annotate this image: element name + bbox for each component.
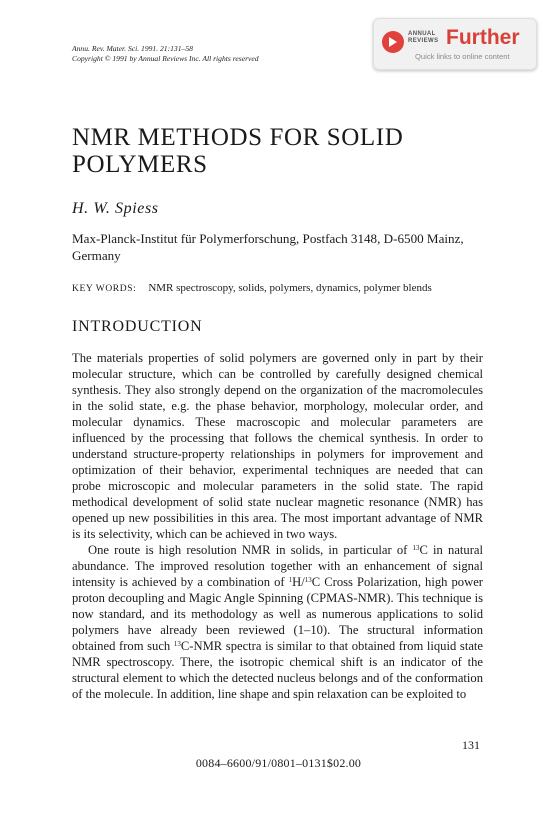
article-author: H. W. Spiess [72,200,159,217]
banner-subtitle: Quick links to online content [415,52,510,61]
paragraph-1: The materials properties of solid polymers are governed only in part by their molecular structure, which can be controlled by carefully designed chemical synthesis. They also strongly depend on the organization of the macromolecules in the solid state, e.g. the phase behavior, morphology, molecular order, and molecular dynamics. These macroscopic and molecular parameters are influenced by the processing that follows the chemical synthesis. In order to understand structure-property relationships in polymers for improvement and optimization of their behavior, experimental techniques are needed that can probe microscopic and molecular parameters in the solid state. The rapid methodical development of solid state nuclear magnetic resonance (NMR) has opened up new possibilities in this area. The most important advantage of NMR is its selectivity, which can be achieved in two ways. [72,351,483,541]
p2-text-e: C-NMR spectra is similar to that obtained from liquid state NMR spectroscopy. There, the isotropic chemical shift is an indicator of the structural element to which the detected nucleus belongs and of the conformation of the molecule. In addition, line shape and spin relaxation can be exploited to [72,639,484,701]
further-reviews-banner[interactable] [373,18,537,70]
author-affiliation: Max-Planck-Institut für Polymerforschung, Postfach 3148, D-6500 Mainz, Germany [72,231,464,263]
annual-reviews-logo-text [408,31,438,45]
p2-text-c: H/ [292,575,305,589]
section-heading: INTRODUCTION [72,318,203,335]
keywords-line [72,282,492,294]
p2-text-b: C in natural abundance. The improved resolution together with an enhancement of signal intensity is achieved by a combination of [72,543,483,589]
keywords-list: NMR spectroscopy, solids, polymers, dynamics, polymer blends [148,282,432,294]
reviews-label: REVIEWS [408,38,439,44]
keywords-label: KEY WORDS: [72,284,137,294]
annual-label: ANNUAL [408,31,436,37]
article-title: NMR METHODS FOR SOLID POLYMERS [72,124,404,178]
copyright-notice: Copyright © 1991 by Annual Reviews Inc. All rights reserved [72,54,259,63]
header-meta [72,44,259,64]
superscript-1: 1 [288,576,293,584]
p2-text-a: One route is high resolution NMR in solids, in particular of [88,543,413,557]
superscript-13: 13 [304,576,312,584]
superscript-13: 13 [173,640,181,648]
further-link[interactable]: Further [446,26,520,49]
journal-citation: Annu. Rev. Mater. Sci. 1991. 21:131–58 [72,44,193,53]
page-number: 131 [462,738,480,752]
p2-text-d: C Cross Polarization, high power proton decoupling and Magic Angle Spinning (CPMAS-NMR). This technique is now standard, and its methodology as well as numerous applications to solid polymers have already been reviewed (1–10). The structural information obtained from such [72,575,483,653]
paragraph-2 [72,542,483,702]
superscript-13: 13 [412,544,420,552]
play-arrow-circle-icon [382,31,404,53]
article-body [72,350,483,702]
article-code: 0084–6600/91/0801–0131$02.00 [195,756,362,770]
